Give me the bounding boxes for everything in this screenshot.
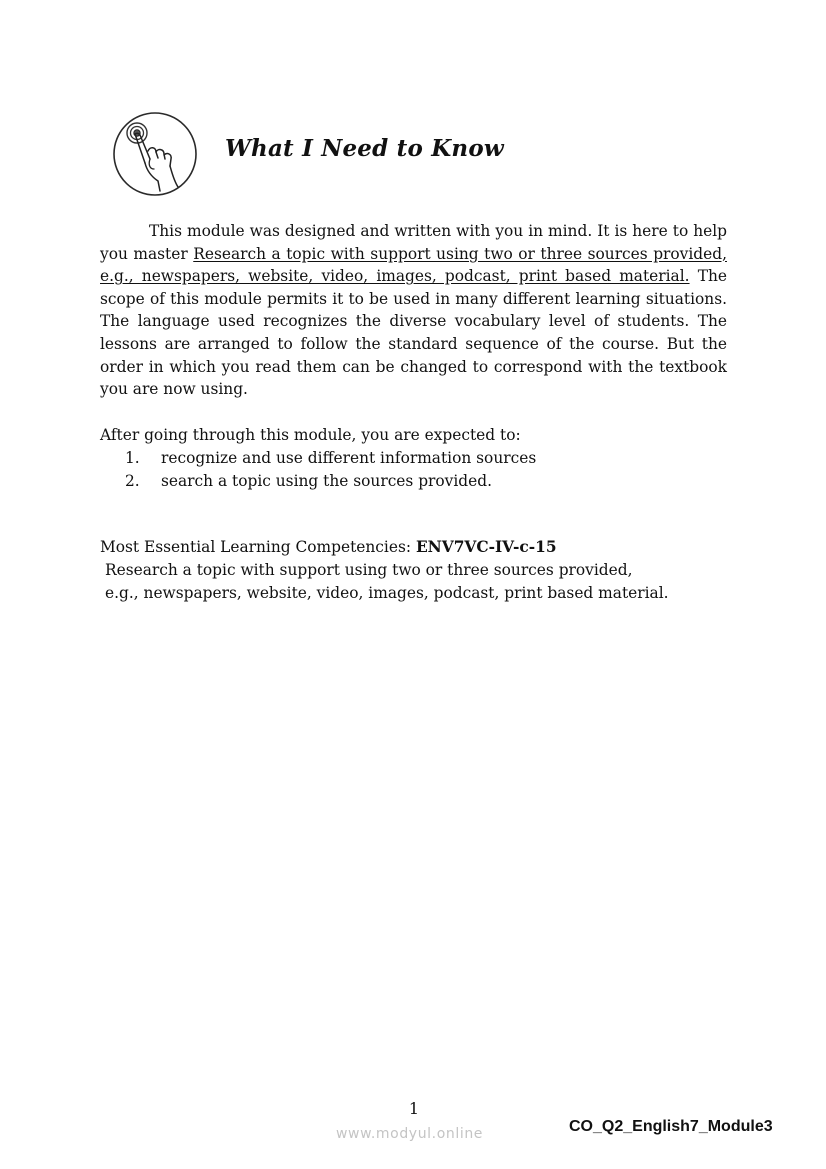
competency-underlined: Research a topic with support using two or three sources provided, e.g., newspapers, website, video, images, podcast, print based material. [100, 244, 727, 286]
intro-rest: The scope of this module permits it to be used in many different learning situations. The language used recognizes the diverse vocabulary level of students. The lessons are arranged to follow the standard sequence of the course. But the order in which you read them can be changed to correspond with the textbook you are now using. [100, 267, 727, 399]
intro-lead: This module was designed and written with you in mind. It is here to help you master [100, 222, 727, 263]
melc-label: Most Essential Learning Competencies: [100, 538, 412, 556]
melc-description [105, 559, 785, 604]
objectives-list [100, 447, 740, 492]
list-item [100, 447, 740, 470]
list-item-text: search a topic using the sources provided. [161, 471, 493, 490]
intro-paragraph [100, 220, 727, 401]
section-heading: What I Need to Know [225, 135, 504, 162]
melc-line-2: e.g., newspapers, website, video, images, podcast, print based material. [105, 583, 669, 602]
list-item-text: recognize and use different information sources [161, 449, 537, 467]
list-item-number: 2. [125, 471, 140, 490]
melc-heading [100, 536, 780, 559]
watermark: www.modyul.online [336, 1126, 484, 1142]
objectives-intro: After going through this module, you are expected to: [100, 426, 521, 444]
list-item-number: 1. [125, 449, 140, 467]
melc-code: ENV7VC-IV-c-15 [415, 538, 557, 556]
module-code: CO_Q2_English7_Module3 [569, 1118, 773, 1135]
touch-hand-icon [112, 111, 198, 197]
list-item [100, 470, 740, 493]
melc-line-1: Research a topic with support using two or three sources provided, [105, 561, 633, 579]
page-number [0, 1099, 826, 1118]
page-number-text: 1 [408, 1099, 420, 1118]
